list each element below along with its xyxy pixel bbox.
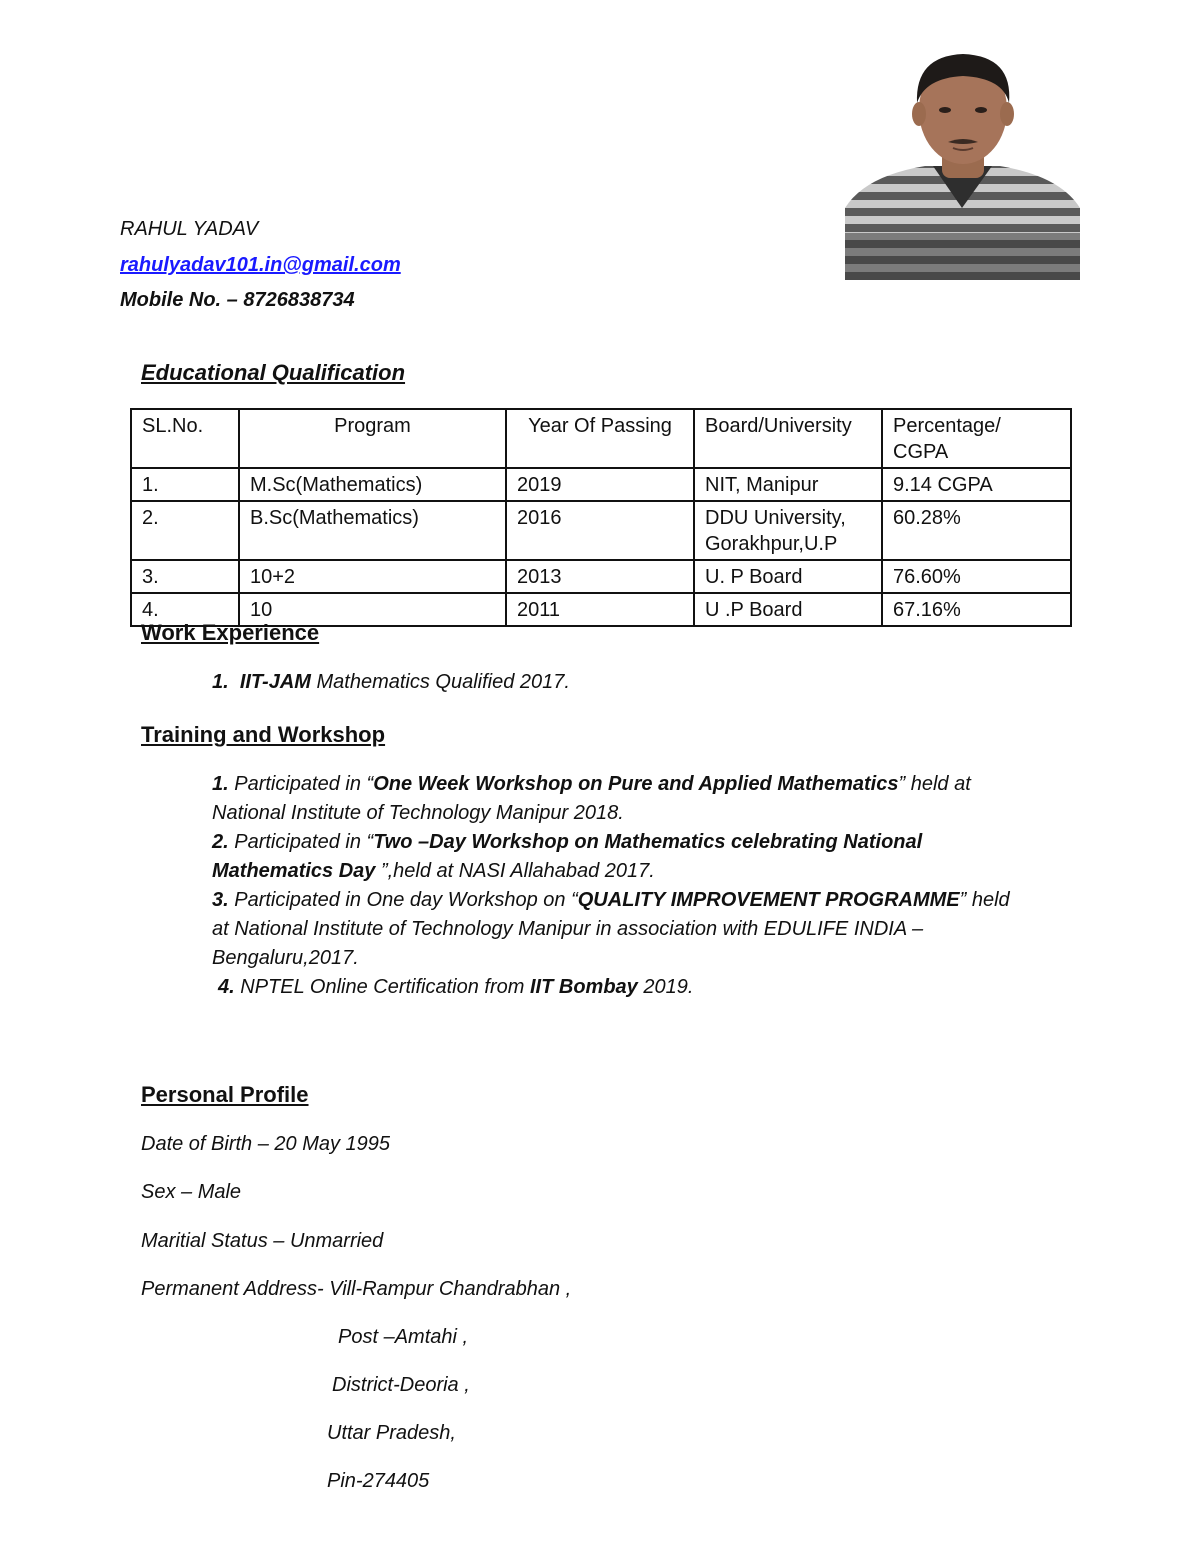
table-header-row — [131, 409, 1071, 468]
address-post: Post –Amtahi , — [338, 1326, 469, 1348]
sex: Sex – Male — [141, 1181, 242, 1203]
address-pin: Pin-274405 — [327, 1470, 430, 1492]
training-text: Participated in “ — [228, 831, 374, 853]
training-item-3-line2: at National Institute of Technology Manipur in association with EDULIFE INDIA – — [212, 918, 924, 940]
training-bold: One Week Workshop on Pure and Applied Mathematics — [373, 773, 899, 795]
work-heading: Work Experience — [141, 620, 320, 645]
table-row — [131, 501, 1071, 560]
training-bold: Mathematics Day — [212, 860, 376, 882]
education-table — [130, 408, 1072, 627]
permanent-address: Permanent Address- Vill-Rampur Chandrabhan , — [141, 1278, 572, 1300]
cell-year: 2016 — [506, 501, 694, 560]
training-item-1-line2: National Institute of Technology Manipur 2018. — [212, 802, 624, 824]
profile-photo — [845, 48, 1080, 280]
cell-slno: 2. — [131, 501, 239, 560]
date-of-birth: Date of Birth – 20 May 1995 — [141, 1133, 391, 1155]
cell-program: 10 — [239, 593, 506, 626]
training-bold: IIT Bombay — [529, 976, 638, 998]
cell-slno: 4. — [131, 593, 239, 626]
training-text: ” held at — [898, 773, 971, 795]
training-item-2-line2 — [212, 860, 655, 883]
training-item-4 — [218, 976, 693, 999]
training-bold: Two –Day Workshop on Mathematics celebrating National — [373, 831, 923, 853]
training-item-1 — [212, 773, 971, 796]
training-item-num: 2. — [212, 831, 229, 853]
email-link[interactable]: rahulyadav101.in@gmail.com — [120, 254, 401, 276]
training-text: ” held — [959, 889, 1010, 911]
cell-percentage: 67.16% — [882, 593, 1071, 626]
table-row — [131, 560, 1071, 593]
training-bold: QUALITY IMPROVEMENT PROGRAMME — [577, 889, 960, 911]
col-header-slno: SL.No. — [131, 409, 239, 468]
cell-year: 2019 — [506, 468, 694, 501]
candidate-name: RAHUL YADAV — [120, 218, 259, 240]
training-text: Participated in One day Workshop on “ — [228, 889, 578, 911]
training-text: Participated in “ — [228, 773, 374, 795]
cell-board: U .P Board — [694, 593, 882, 626]
training-item-3-line3: Bengaluru,2017. — [212, 947, 359, 969]
training-item-2 — [212, 831, 922, 854]
col-header-year: Year Of Passing — [506, 409, 694, 468]
work-item-1 — [212, 671, 570, 694]
cell-slno: 3. — [131, 560, 239, 593]
work-item-num: 1. — [212, 671, 229, 693]
training-text: NPTEL Online Certification from — [234, 976, 530, 998]
address-state: Uttar Pradesh, — [327, 1422, 456, 1444]
mobile-number: Mobile No. – 8726838734 — [120, 289, 355, 311]
training-item-3 — [212, 889, 1010, 912]
cell-program: B.Sc(Mathematics) — [239, 501, 506, 560]
cell-year: 2013 — [506, 560, 694, 593]
cell-percentage: 9.14 CGPA — [882, 468, 1071, 501]
col-header-percentage: Percentage/ CGPA — [882, 409, 1071, 468]
address-district: District-Deoria , — [332, 1374, 470, 1396]
training-heading: Training and Workshop — [141, 722, 386, 747]
training-text: 2019. — [637, 976, 694, 998]
cell-program: M.Sc(Mathematics) — [239, 468, 506, 501]
cell-percentage: 60.28% — [882, 501, 1071, 560]
person-photo-icon — [845, 48, 1080, 280]
training-item-num: 1. — [212, 773, 229, 795]
training-text: ”,held at NASI Allahabad 2017. — [375, 860, 655, 882]
personal-heading: Personal Profile — [141, 1082, 309, 1107]
table-row — [131, 468, 1071, 501]
cell-slno: 1. — [131, 468, 239, 501]
cell-board: NIT, Manipur — [694, 468, 882, 501]
col-header-board: Board/University — [694, 409, 882, 468]
work-item-text: Mathematics Qualified 2017. — [310, 671, 570, 693]
cell-year: 2011 — [506, 593, 694, 626]
cell-board: U. P Board — [694, 560, 882, 593]
col-header-program: Program — [239, 409, 506, 468]
marital-status: Maritial Status – Unmarried — [141, 1230, 384, 1252]
cell-board: DDU University, Gorakhpur,U.P — [694, 501, 882, 560]
training-item-num: 4. — [218, 976, 235, 998]
work-item-bold: IIT-JAM — [239, 671, 311, 693]
education-heading: Educational Qualification — [141, 360, 406, 385]
cell-program: 10+2 — [239, 560, 506, 593]
cell-percentage: 76.60% — [882, 560, 1071, 593]
training-item-num: 3. — [212, 889, 229, 911]
